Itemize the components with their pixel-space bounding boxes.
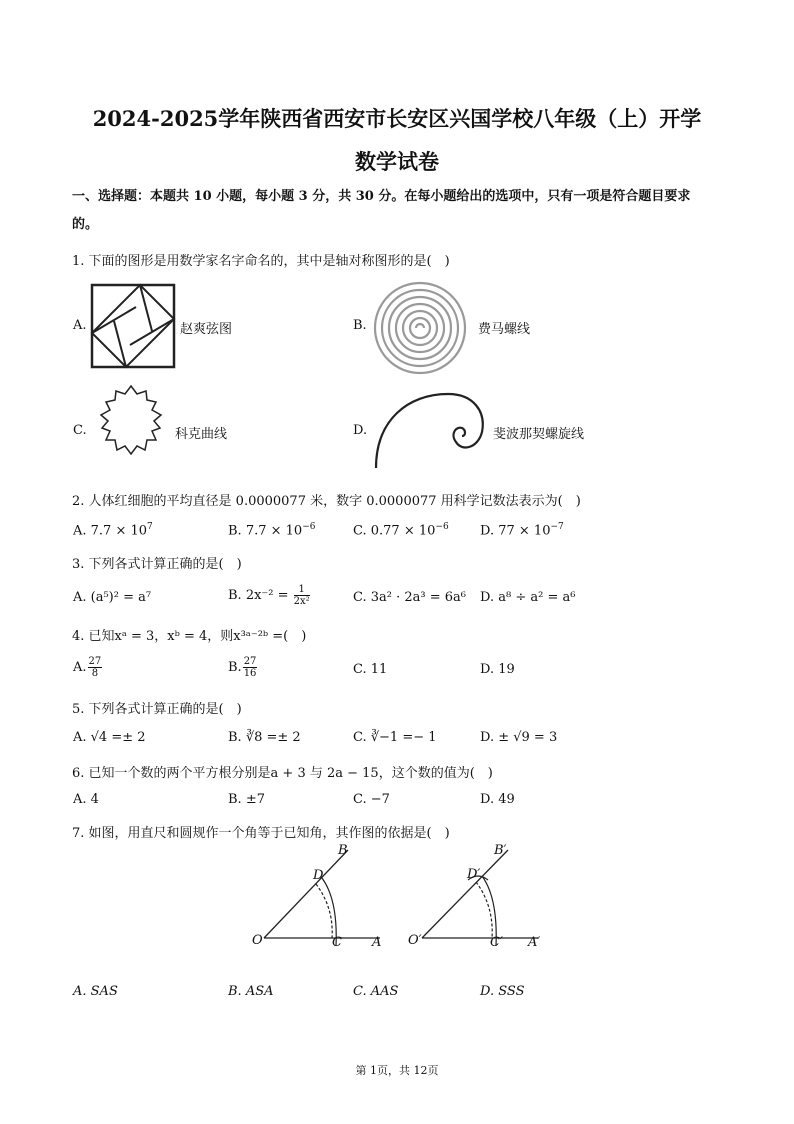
q1-option-a-letter: A.: [73, 318, 87, 333]
zhao-shuang-diagram: [90, 283, 176, 369]
q4-option-a: A. $\frac{27}{8}$: [73, 656, 102, 679]
fig2-label-b: B′: [494, 843, 507, 858]
fig1-label-d: D: [313, 868, 324, 883]
fig1-label-c: C: [332, 935, 342, 950]
page-subtitle: 数学试卷: [355, 149, 439, 174]
q1-option-d-label: 斐波那契螺旋线: [493, 427, 585, 442]
q4-option-c: C. 11: [353, 662, 388, 677]
q6-option-a: A. 4: [73, 792, 99, 807]
q7-option-d: D. SSS: [480, 984, 525, 999]
angle-figure-original: [250, 842, 390, 952]
q7-option-a: A. SAS: [73, 984, 118, 999]
fermat-spiral: [372, 280, 468, 376]
q1-option-a-label: 赵爽弦图: [180, 322, 233, 337]
q1-option-c-label: 科克曲线: [175, 427, 228, 442]
q1-option-d-letter: D.: [353, 423, 368, 438]
question-7-stem: 7. 如图，用直尺和圆规作一个角等于已知角，其作图的依据是( ): [72, 826, 450, 841]
q7-option-c: C. AAS: [353, 984, 399, 999]
fig1-label-a: A: [372, 935, 382, 950]
q6-option-d: D. 49: [480, 792, 515, 807]
question-6-stem: 6. 已知一个数的两个平方根分别是a + 3 与 2a − 15，这个数的值为( ): [72, 766, 493, 781]
question-2-stem: 2. 人体红细胞的平均直径是 0.0000077 米，数字 0.0000077 用科学记数法表示为( ): [72, 494, 581, 509]
q2-option-a: A. $7.7 \times 10^7$: [73, 522, 153, 539]
q5-option-b: B. ∛8 =± 2: [228, 730, 301, 745]
question-4-stem: 4. 已知xᵃ = 3，xᵇ = 4，则x³ᵃ⁻²ᵇ =( ): [72, 629, 307, 644]
q5-option-c: C. ∛−1 =− 1: [353, 730, 437, 745]
q4-option-b: B. $\frac{27}{16}$: [228, 656, 257, 679]
question-1-stem: 1. 下面的图形是用数学家名字命名的，其中是轴对称图形的是( ): [72, 254, 450, 269]
fig2-label-a: A′: [528, 935, 541, 950]
fibonacci-spiral: [368, 390, 488, 470]
q2-option-b: B. $7.7 \times 10^{-6}$: [228, 522, 316, 539]
page-footer: 第 1页，共 12页: [355, 1064, 439, 1077]
page-title: 2024-2025学年陕西省西安市长安区兴国学校八年级（上）开学: [92, 106, 702, 131]
fig2-label-d: D′: [467, 867, 481, 882]
q1-option-c-letter: C.: [73, 423, 87, 438]
q6-option-b: B. ±7: [228, 792, 265, 807]
q1-option-b-letter: B.: [353, 318, 367, 333]
q3-option-c: C. 3a² · 2a³ = 6a⁶: [353, 590, 467, 605]
q6-option-c: C. −7: [353, 792, 390, 807]
fig1-label-b: B: [338, 843, 348, 858]
fig2-label-o: O′: [408, 933, 422, 948]
koch-snowflake: [90, 384, 172, 466]
q3-option-d: D. a⁸ ÷ a² = a⁶: [480, 590, 576, 605]
fig1-label-o: O: [252, 933, 263, 948]
q4-option-d: D. 19: [480, 662, 515, 677]
question-5-stem: 5. 下列各式计算正确的是( ): [72, 702, 242, 717]
q3-option-b: B. 2x⁻² = $\frac{1}{\text{2x²}}$: [228, 584, 310, 607]
q5-option-d: D. ± √9 = 3: [480, 730, 558, 745]
section-heading-cont: 的。: [72, 217, 99, 232]
angle-figure-constructed: [408, 842, 548, 952]
q3-option-a: A. (a⁵)² = a⁷: [73, 590, 152, 605]
q7-option-b: B. ASA: [228, 984, 274, 999]
q1-option-b-label: 费马螺线: [478, 322, 531, 337]
q2-option-c: C. $0.77 \times 10^{-6}$: [353, 522, 449, 539]
question-3-stem: 3. 下列各式计算正确的是( ): [72, 557, 242, 572]
fig2-label-c: C′: [490, 935, 503, 950]
q2-option-d: D. $77 \times 10^{-7}$: [480, 522, 564, 539]
q5-option-a: A. √4 =± 2: [73, 730, 146, 745]
section-heading: 一、选择题：本题共 10 小题，每小题 3 分，共 30 分。在每小题给出的选项中，只有一项是符合题目要求: [72, 189, 691, 204]
